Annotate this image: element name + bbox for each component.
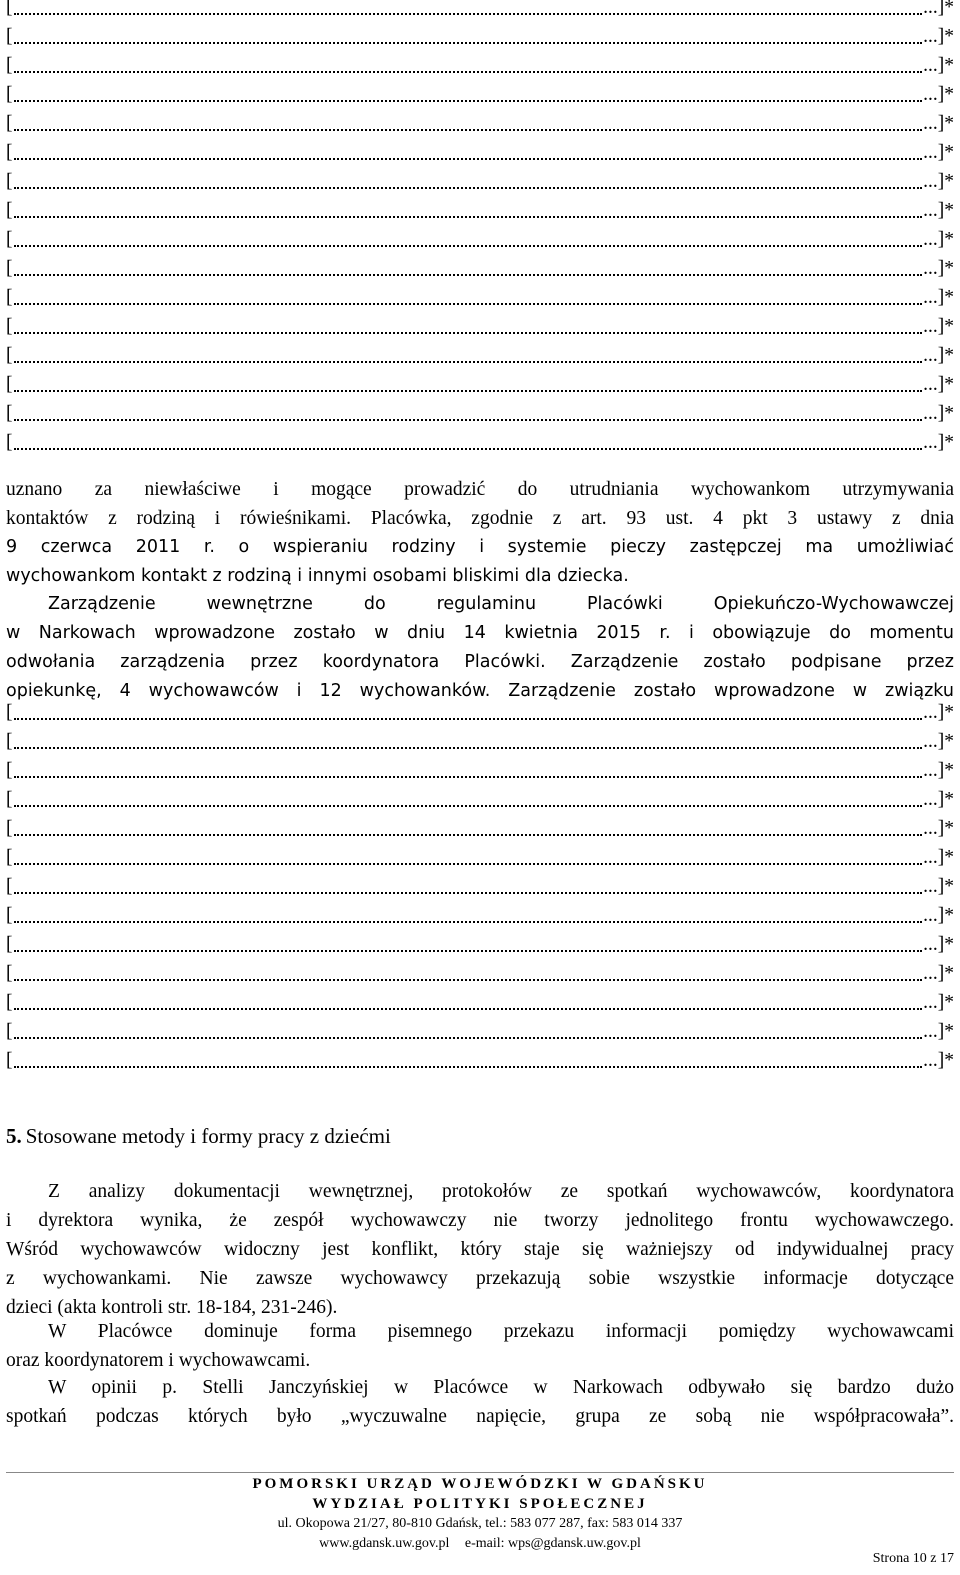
redaction-dots <box>14 979 923 981</box>
text-line: W opinii p. Stelli Janczyńskiej w Placówce w Narkowach odbywało się bardzo dużo <box>48 1377 954 1398</box>
redaction-open-bracket: [ <box>6 200 13 221</box>
redaction-open-bracket: [ <box>6 84 13 105</box>
redaction-close-marker: ...]* <box>923 1021 954 1042</box>
redacted-line <box>6 196 954 225</box>
redaction-open-bracket: [ <box>6 229 13 250</box>
redacted-line <box>6 254 954 283</box>
redacted-line <box>6 1017 954 1046</box>
redaction-close-marker: ...]* <box>923 0 954 18</box>
redaction-close-marker: ...]* <box>923 934 954 955</box>
redacted-line <box>6 785 954 814</box>
paragraph-written-form <box>6 1317 954 1375</box>
redaction-open-bracket: [ <box>6 374 13 395</box>
redacted-block-middle <box>6 698 954 1075</box>
redacted-line <box>6 988 954 1017</box>
redacted-line <box>6 872 954 901</box>
redacted-line <box>6 698 954 727</box>
text-line: odwołania zarządzenia przez koordynatora Placówki. Zarządzenie zostało podpisane przez <box>6 652 954 672</box>
redaction-close-marker: ...]* <box>923 229 954 250</box>
text-line: w Narkowach wprowadzone zostało w dniu 14 kwietnia 2015 r. i obowiązuje do momentu <box>6 623 954 643</box>
redaction-dots <box>14 1037 923 1039</box>
redaction-dots <box>14 158 923 160</box>
redaction-dots <box>14 245 923 247</box>
redacted-line <box>6 843 954 872</box>
redaction-close-marker: ...]* <box>923 432 954 453</box>
text-line: Z analizy dokumentacji wewnętrznej, protokołów ze spotkań wychowawców, koordynatora <box>48 1181 954 1202</box>
redaction-close-marker: ...]* <box>923 789 954 810</box>
paragraph-opinion <box>6 1373 954 1431</box>
redacted-line <box>6 109 954 138</box>
text-line: opiekunkę, 4 wychowawców i 12 wychowanków. Zarządzenie zostało wprowadzone w związku <box>6 681 954 701</box>
redaction-dots <box>14 1066 923 1068</box>
redaction-open-bracket: [ <box>6 1050 13 1071</box>
redaction-open-bracket: [ <box>6 171 13 192</box>
redacted-line <box>6 756 954 785</box>
redaction-dots <box>14 390 923 392</box>
text-line: Wśród wychowawców widoczny jest konflikt, który staje się ważniejszy od indywidualnej pracy <box>6 1239 954 1260</box>
redaction-close-marker: ...]* <box>923 171 954 192</box>
redacted-line <box>6 283 954 312</box>
redaction-close-marker: ...]* <box>923 374 954 395</box>
redacted-line <box>6 399 954 428</box>
redaction-dots <box>14 361 923 363</box>
redaction-open-bracket: [ <box>6 316 13 337</box>
redacted-line <box>6 727 954 756</box>
redaction-open-bracket: [ <box>6 963 13 984</box>
page-number: Strona 10 z 17 <box>872 1551 954 1566</box>
text-line: i dyrektora wynika, że zespół wychowawczy nie tworzy jednolitego frontu wychowawczego. <box>6 1210 954 1231</box>
redaction-dots <box>14 892 923 894</box>
redaction-close-marker: ...]* <box>923 702 954 723</box>
redaction-open-bracket: [ <box>6 432 13 453</box>
redaction-close-marker: ...]* <box>923 113 954 134</box>
redaction-open-bracket: [ <box>6 934 13 955</box>
page-footer <box>180 1474 780 1554</box>
redaction-dots <box>14 332 923 334</box>
redaction-dots <box>14 129 923 131</box>
redaction-open-bracket: [ <box>6 789 13 810</box>
text-line: uznano za niewłaściwe i mogące prowadzić do utrudniania wychowankom utrzymywania <box>6 479 954 500</box>
redaction-open-bracket: [ <box>6 992 13 1013</box>
redacted-line <box>6 959 954 988</box>
redacted-line <box>6 370 954 399</box>
redaction-open-bracket: [ <box>6 26 13 47</box>
paragraph-internal-order <box>6 590 954 706</box>
redacted-line <box>6 1046 954 1075</box>
text-line: 9 czerwca 2011 r. o wspieraniu rodziny i systemie pieczy zastępczej ma umożliwiać <box>6 537 954 557</box>
redacted-line <box>6 901 954 930</box>
redacted-line <box>6 0 954 22</box>
redaction-open-bracket: [ <box>6 0 13 18</box>
text-line: spotkań podczas których było „wyczuwalne napięcie, grupa ze sobą nie współpracowała”. <box>6 1406 954 1427</box>
redaction-close-marker: ...]* <box>923 847 954 868</box>
redaction-dots <box>14 274 923 276</box>
redaction-open-bracket: [ <box>6 818 13 839</box>
redacted-line <box>6 80 954 109</box>
text-line: W Placówce dominuje forma pisemnego przekazu informacji pomiędzy wychowawcami <box>48 1321 954 1342</box>
redacted-line <box>6 930 954 959</box>
redacted-line <box>6 312 954 341</box>
redaction-dots <box>14 216 923 218</box>
redacted-line <box>6 225 954 254</box>
text-line: oraz koordynatorem i wychowawcami. <box>6 1350 311 1371</box>
redaction-close-marker: ...]* <box>923 731 954 752</box>
redacted-block-top <box>6 0 954 457</box>
redaction-close-marker: ...]* <box>923 316 954 337</box>
redaction-dots <box>14 419 923 421</box>
redacted-line <box>6 22 954 51</box>
redaction-close-marker: ...]* <box>923 84 954 105</box>
redaction-close-marker: ...]* <box>923 26 954 47</box>
text-line: z wychowankami. Nie zawsze wychowawcy przekazują sobie wszystkie informacje dotyczące <box>6 1268 954 1289</box>
redaction-dots <box>14 303 923 305</box>
redaction-open-bracket: [ <box>6 847 13 868</box>
redaction-dots <box>14 718 923 720</box>
redaction-close-marker: ...]* <box>923 992 954 1013</box>
text-line: wychowankom kontakt z rodziną i innymi osobami bliskimi dla dziecka. <box>6 566 629 586</box>
section-heading <box>6 1121 391 1151</box>
section-number: 5. <box>6 1124 22 1148</box>
redacted-line <box>6 341 954 370</box>
redaction-dots <box>14 1008 923 1010</box>
redaction-close-marker: ...]* <box>923 876 954 897</box>
redaction-open-bracket: [ <box>6 403 13 424</box>
redaction-close-marker: ...]* <box>923 345 954 366</box>
redaction-open-bracket: [ <box>6 55 13 76</box>
redaction-close-marker: ...]* <box>923 760 954 781</box>
redaction-close-marker: ...]* <box>923 287 954 308</box>
redaction-open-bracket: [ <box>6 702 13 723</box>
redaction-close-marker: ...]* <box>923 905 954 926</box>
redaction-dots <box>14 950 923 952</box>
text-line: dzieci (akta kontroli str. 18-184, 231-246). <box>6 1297 338 1318</box>
redaction-close-marker: ...]* <box>923 818 954 839</box>
redaction-dots <box>14 747 923 749</box>
redacted-line <box>6 428 954 457</box>
redaction-open-bracket: [ <box>6 876 13 897</box>
redaction-close-marker: ...]* <box>923 142 954 163</box>
footer-website-link[interactable]: www.gdansk.uw.gov.pl <box>319 1536 450 1551</box>
redaction-open-bracket: [ <box>6 258 13 279</box>
redacted-line <box>6 167 954 196</box>
footer-organization: POMORSKI URZĄD WOJEWÓDZKI W GDAŃSKU <box>252 1476 708 1492</box>
paragraph-analysis <box>6 1177 954 1322</box>
redaction-close-marker: ...]* <box>923 963 954 984</box>
redaction-close-marker: ...]* <box>923 1050 954 1071</box>
redaction-dots <box>14 187 923 189</box>
redaction-dots <box>14 776 923 778</box>
redaction-open-bracket: [ <box>6 731 13 752</box>
redacted-line <box>6 138 954 167</box>
redaction-close-marker: ...]* <box>923 200 954 221</box>
redaction-close-marker: ...]* <box>923 403 954 424</box>
footer-department: WYDZIAŁ POLITYKI SPOŁECZNEJ <box>312 1496 648 1512</box>
text-line: kontaktów z rodziną i rówieśnikami. Placówka, zgodnie z art. 93 ust. 4 pkt 3 ustawy z dnia <box>6 508 954 529</box>
footer-contact <box>180 1534 780 1554</box>
redaction-dots <box>14 100 923 102</box>
redaction-dots <box>14 13 923 15</box>
redaction-open-bracket: [ <box>6 142 13 163</box>
redaction-close-marker: ...]* <box>923 55 954 76</box>
redaction-open-bracket: [ <box>6 760 13 781</box>
redaction-dots <box>14 834 923 836</box>
redaction-open-bracket: [ <box>6 287 13 308</box>
redaction-open-bracket: [ <box>6 905 13 926</box>
redaction-open-bracket: [ <box>6 1021 13 1042</box>
redaction-dots <box>14 805 923 807</box>
redaction-dots <box>14 448 923 450</box>
redaction-dots <box>14 863 923 865</box>
redaction-dots <box>14 42 923 44</box>
redacted-line <box>6 51 954 80</box>
redaction-dots <box>14 71 923 73</box>
redacted-line <box>6 814 954 843</box>
footer-address: ul. Okopowa 21/27, 80-810 Gdańsk, tel.: 583 077 287, fax: 583 014 337 <box>277 1516 683 1531</box>
redaction-open-bracket: [ <box>6 345 13 366</box>
redaction-close-marker: ...]* <box>923 258 954 279</box>
footer-email-link[interactable]: e-mail: wps@gdansk.uw.gov.pl <box>464 1536 641 1551</box>
paragraph-contacts <box>6 475 954 591</box>
section-title: Stosowane metody i formy pracy z dziećmi <box>25 1124 391 1148</box>
redaction-dots <box>14 921 923 923</box>
text-line: Zarządzenie wewnętrzne do regulaminu Placówki Opiekuńczo-Wychowawczej <box>48 594 954 614</box>
footer-divider <box>6 1472 954 1473</box>
redaction-open-bracket: [ <box>6 113 13 134</box>
